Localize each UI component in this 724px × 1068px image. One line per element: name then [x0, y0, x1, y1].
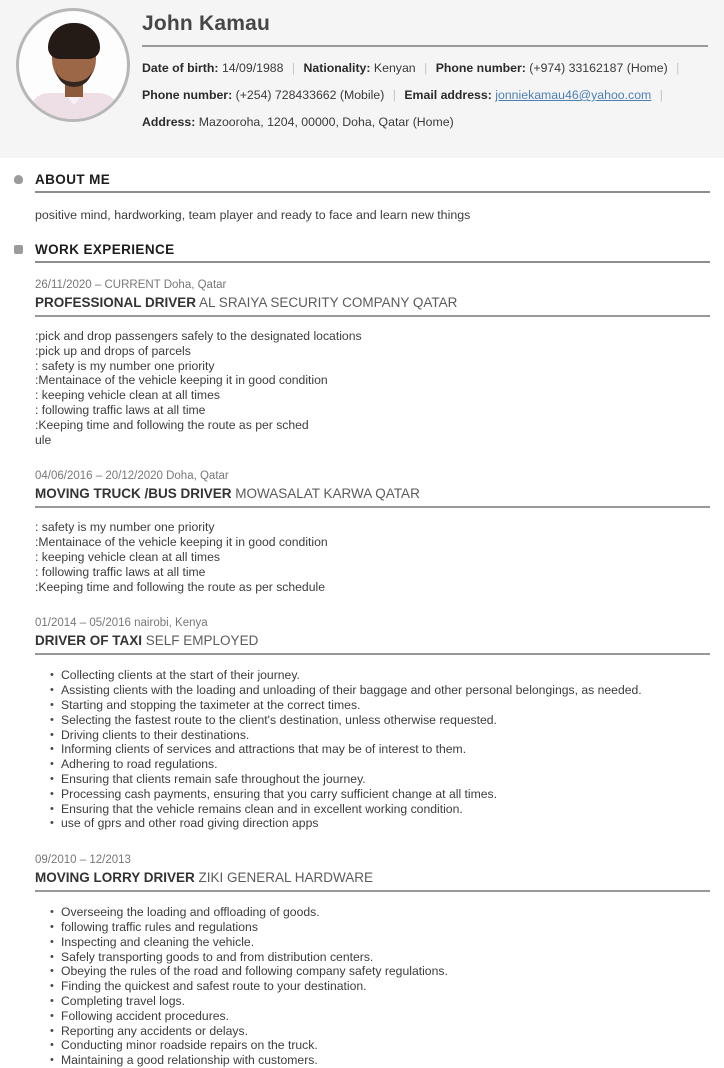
description-line: : following traffic laws at all time — [35, 402, 206, 417]
address-value: Mazooroha, 1204, 00000, Doha, Qatar (Home) — [198, 115, 454, 129]
job-dates-location — [35, 616, 710, 630]
dob-value: 14/09/1988 — [221, 61, 284, 75]
job-divider — [35, 653, 710, 655]
email-label: Email address: — [404, 88, 492, 102]
description-line: • Following accident procedures. — [50, 1009, 710, 1024]
job-entry — [35, 469, 710, 594]
email-link[interactable]: jonniekamau46@yahoo.com — [495, 88, 652, 102]
description-line: • Finding the quickest and safest route to your destination. — [50, 979, 710, 994]
job-dates: 04/06/2016 – 20/12/2020 — [35, 470, 163, 483]
job-location: Doha, Qatar — [166, 470, 229, 483]
job-entry — [35, 616, 710, 831]
nationality-value: Kenyan — [373, 61, 416, 75]
job-company: MOWASALAT KARWA QATAR — [235, 486, 420, 502]
job-description — [35, 329, 710, 447]
separator: | — [676, 61, 680, 75]
description-line: • Obeying the rules of the road and following company safety regulations. — [50, 964, 710, 979]
job-company: ZIKI GENERAL HARDWARE — [198, 870, 374, 886]
dob-label: Date of birth: — [142, 61, 219, 75]
job-dates: 26/11/2020 – CURRENT — [35, 279, 161, 291]
job-title: MOVING TRUCK /BUS DRIVER — [35, 486, 232, 502]
job-title: PROFESSIONAL DRIVER — [35, 295, 197, 310]
header-details — [140, 0, 724, 136]
about-text: positive mind, hardworking, team player and ready to face and learn new things — [35, 208, 471, 222]
job-dates-location — [35, 278, 710, 292]
about-section — [35, 172, 710, 223]
description-line: • Processing cash payments, ensuring that you carry sufficient change at all times. — [50, 787, 710, 802]
separator: | — [291, 61, 296, 75]
description-line: • following traffic rules and regulations — [50, 920, 710, 935]
job-dates: 09/2010 – 12/2013 — [35, 854, 131, 867]
description-line: • Selecting the fastest route to the client's destination, unless otherwise requested. — [50, 713, 710, 728]
description-line: • Informing clients of services and attractions that may be of interest to them. — [50, 742, 710, 757]
cv-body — [0, 158, 724, 1068]
description-line: • Overseeing the loading and offloading of goods. — [50, 905, 710, 920]
description-line: • Ensuring that clients remain safe throughout the journey. — [50, 772, 710, 787]
profile-photo — [16, 8, 130, 122]
description-line: :Mentainace of the vehicle keeping it in good condition — [35, 535, 328, 550]
phone-home-value: (+974) 33162187 (Home) — [529, 61, 668, 75]
job-description — [35, 668, 710, 831]
description-line: :pick and drop passengers safely to the designated locations — [35, 329, 362, 343]
description-line: : safety is my number one priority — [35, 520, 215, 535]
job-title-line — [35, 485, 710, 502]
job-dates: 01/2014 – 05/2016 — [35, 617, 131, 630]
job-divider — [35, 506, 710, 508]
description-line: • Inspecting and cleaning the vehicle. — [50, 935, 710, 950]
phone-home-label: Phone number: — [435, 61, 526, 75]
description-line: :pick up and drops of parcels — [35, 343, 191, 358]
description-line: • Ensuring that the vehicle remains clean and in excellent working condition. — [50, 802, 710, 817]
description-line: :Keeping time and following the route as per sched — [35, 417, 309, 432]
job-description — [35, 520, 710, 594]
work-section-header — [35, 242, 710, 263]
description-line: • use of gprs and other road giving direction apps — [50, 816, 710, 831]
name-divider — [142, 45, 708, 47]
job-entry — [35, 853, 710, 1068]
description-line: :Mentainace of the vehicle keeping it in good condition — [35, 373, 328, 388]
job-company: SELF EMPLOYED — [145, 633, 259, 649]
job-title: MOVING LORRY DRIVER — [35, 870, 195, 886]
job-dates-location — [35, 853, 710, 867]
job-title: DRIVER OF TAXI — [35, 633, 143, 649]
description-line: • Driving clients to their destinations. — [50, 728, 710, 743]
description-line: : following traffic laws at all time — [35, 564, 206, 579]
page-title: John Kamau — [142, 12, 271, 35]
contact-row — [142, 109, 708, 136]
description-line: • Assisting clients with the loading and unloading of their baggage and other personal belongings, as needed. — [50, 683, 710, 698]
contact-info — [142, 55, 708, 136]
description-line: • Collecting clients at the start of their journey. — [50, 668, 710, 683]
description-line: • Maintaining a good relationship with customers. — [50, 1053, 710, 1068]
phone-mobile-value: (+254) 728433662 (Mobile) — [235, 88, 385, 102]
about-heading: ABOUT ME — [35, 172, 111, 187]
contact-row — [142, 82, 708, 109]
separator: | — [659, 88, 663, 102]
briefcase-icon — [14, 245, 23, 254]
description-line: • Starting and stopping the taximeter at the correct times. — [50, 698, 710, 713]
description-line: : safety is my number one priority — [35, 358, 215, 373]
job-divider — [35, 315, 710, 317]
avatar-beard — [56, 65, 92, 87]
job-dates-location — [35, 469, 710, 483]
job-description — [35, 905, 710, 1068]
work-heading: WORK EXPERIENCE — [35, 242, 175, 257]
job-location: Doha, Qatar — [163, 279, 227, 291]
about-section-header — [35, 172, 710, 193]
description-line: : keeping vehicle clean at all times — [35, 388, 220, 403]
nationality-label: Nationality: — [303, 61, 371, 75]
contact-row — [142, 55, 708, 82]
job-title-line — [35, 869, 710, 886]
description-line: :Keeping time and following the route as per schedule — [35, 579, 325, 594]
avatar-hair — [48, 23, 100, 59]
description-line: • Reporting any accidents or delays. — [50, 1024, 710, 1039]
cv-header — [0, 0, 724, 158]
job-title-line — [35, 294, 710, 311]
description-line: ule — [35, 432, 52, 447]
address-label: Address: — [142, 115, 196, 129]
separator: | — [424, 61, 428, 75]
description-line: • Conducting minor roadside repairs on the truck. — [50, 1038, 710, 1053]
work-experience-section — [35, 242, 710, 1068]
person-icon — [14, 175, 23, 184]
job-entry — [35, 278, 710, 447]
description-line: • Adhering to road regulations. — [50, 757, 710, 772]
job-company: AL SRAIYA SECURITY COMPANY QATAR — [199, 295, 458, 310]
job-title-line — [35, 632, 710, 649]
separator: | — [392, 88, 396, 102]
description-line: : keeping vehicle clean at all times — [35, 549, 220, 564]
description-line: • Completing travel logs. — [50, 994, 710, 1009]
job-location: nairobi, Kenya — [134, 617, 208, 630]
job-divider — [35, 890, 710, 892]
description-line: • Safely transporting goods to and from distribution centers. — [50, 950, 710, 965]
phone-mobile-label: Phone number: — [142, 88, 233, 102]
photo-column — [0, 0, 140, 122]
